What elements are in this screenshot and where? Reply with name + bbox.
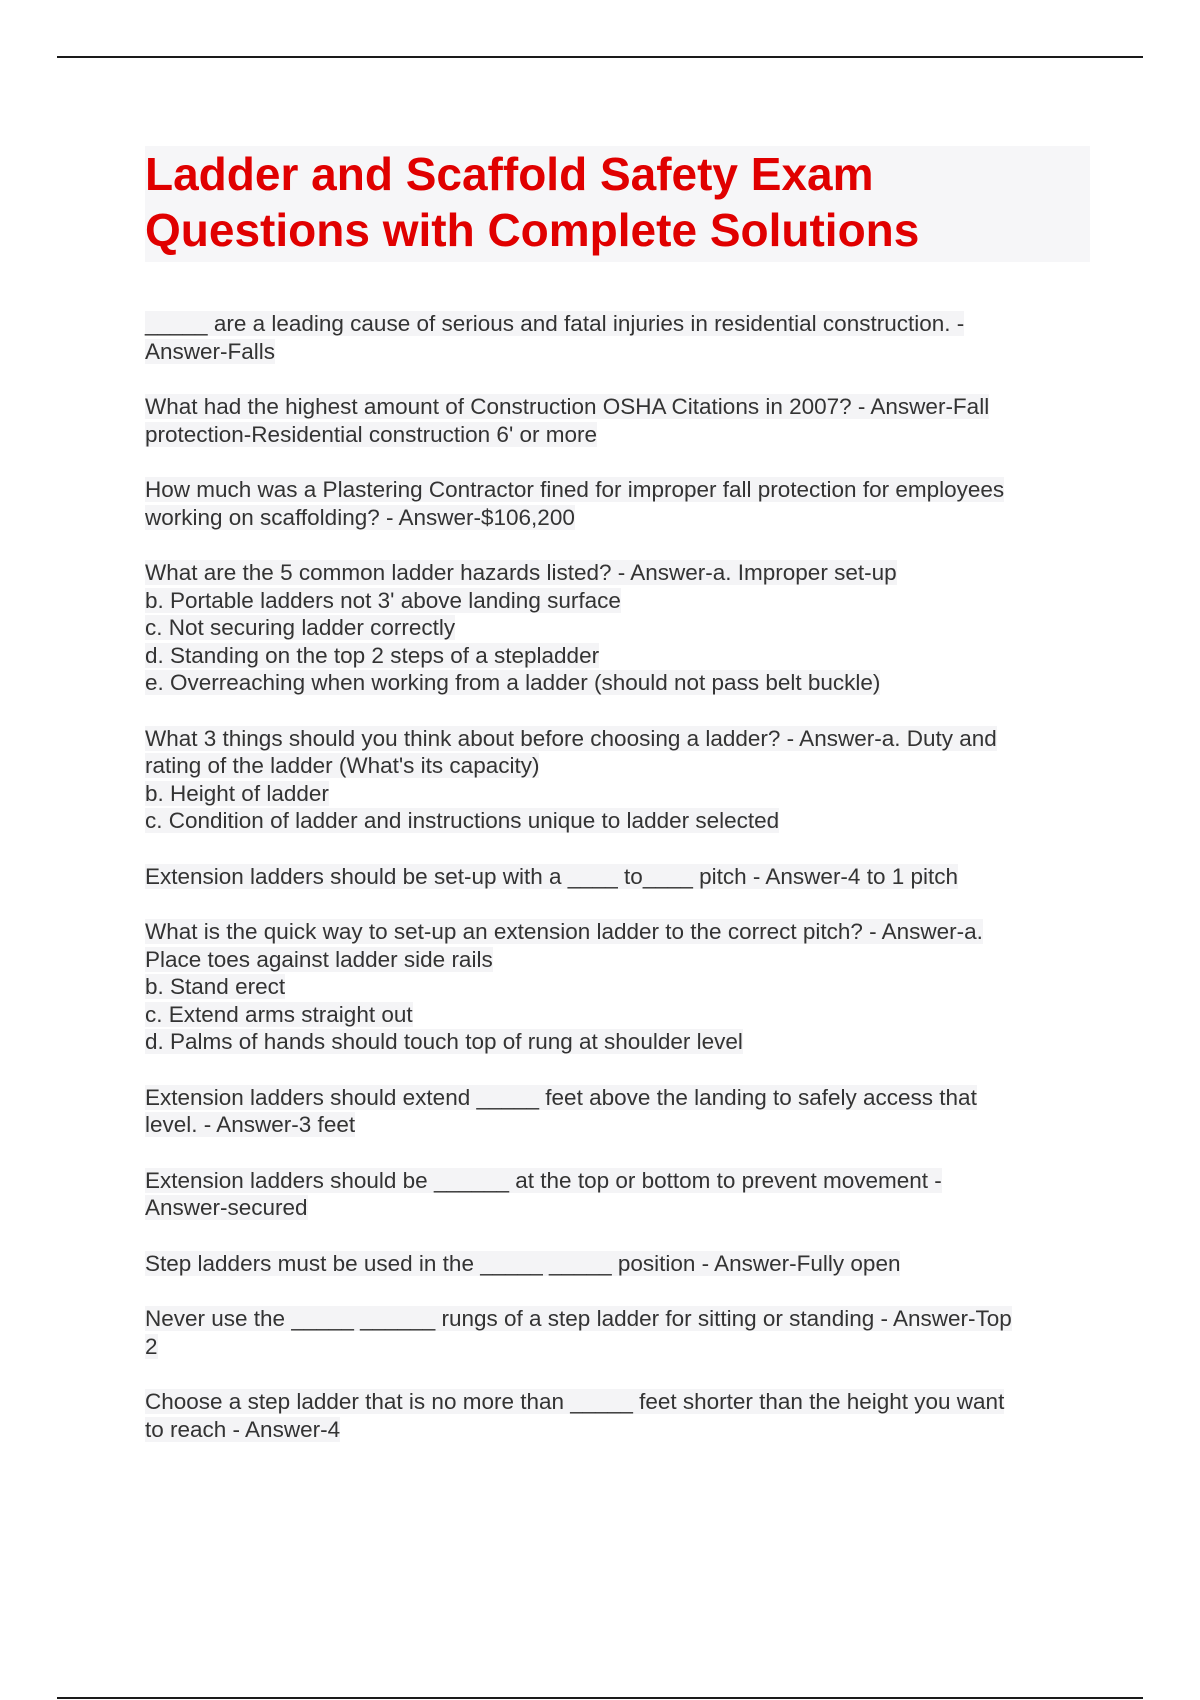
qa-line-text: What is the quick way to set-up an extension ladder to the correct pitch? - Answer-a. [145,919,983,944]
qa-line-text: Answer-secured [145,1195,308,1220]
title-line-2: Questions with Complete Solutions [145,204,920,256]
qa-line [145,1028,1090,1056]
qa-line-text: b. Portable ladders not 3' above landing surface [145,587,621,613]
qa-line [145,1388,1090,1416]
qa-line-text: c. Condition of ladder and instructions unique to ladder selected [145,808,780,833]
qa-line [145,1194,1090,1222]
qa-line-text: Answer-Falls [145,338,276,364]
qa-line [145,807,1090,835]
qa-item [145,1167,1090,1222]
bottom-divider [57,1697,1143,1699]
qa-line-text: e. Overreaching when working from a ladder (should not pass belt buckle) [145,670,881,695]
qa-line-text: b. Stand erect [145,974,286,999]
qa-item [145,476,1090,531]
qa-line [145,863,1090,891]
qa-line [145,973,1090,1001]
question-answer-list [145,310,1090,1443]
qa-line [145,476,1090,504]
qa-line-text: What are the 5 common ladder hazards listed? - Answer-a. Improper set-up [145,560,897,585]
top-divider [57,56,1143,58]
qa-line-text: What had the highest amount of Construction OSHA Citations in 2007? - Answer-Fall [145,394,990,419]
qa-line-text: level. - Answer-3 feet [145,1112,356,1137]
qa-item [145,559,1090,697]
qa-line-text: Never use the _____ ______ rungs of a step ladder for sitting or standing - Answer-Top [145,1306,1012,1331]
qa-line-text: Place toes against ladder side rails [145,946,493,972]
qa-item [145,310,1090,365]
qa-line-text: Step ladders must be used in the _____ _____ position - Answer-Fully open [145,1250,901,1276]
qa-line [145,1250,1090,1278]
qa-line [145,310,1090,338]
qa-line [145,918,1090,946]
qa-line [145,752,1090,780]
qa-item [145,725,1090,835]
qa-line-text: to reach - Answer-4 [145,1416,341,1442]
qa-line [145,780,1090,808]
document-body [145,146,1090,1471]
qa-line [145,559,1090,587]
qa-line [145,504,1090,532]
qa-item [145,1250,1090,1278]
qa-line-text: rating of the ladder (What's its capacity) [145,753,540,778]
qa-line [145,1001,1090,1029]
qa-line [145,946,1090,974]
qa-line [145,669,1090,697]
qa-line-text: d. Standing on the top 2 steps of a stepladder [145,642,600,668]
qa-line-text: Choose a step ladder that is no more than _____ feet shorter than the height you want [145,1389,1005,1414]
qa-line [145,338,1090,366]
qa-line-text: What 3 things should you think about before choosing a ladder? - Answer-a. Duty and [145,725,997,751]
qa-line-text: Extension ladders should be ______ at the top or bottom to prevent movement - [145,1167,942,1193]
qa-line [145,614,1090,642]
qa-item [145,918,1090,1056]
qa-line-text: c. Not securing ladder correctly [145,615,456,640]
qa-line-text: working on scaffolding? - Answer-$106,200 [145,504,575,530]
qa-line-text: 2 [145,1333,158,1359]
qa-line [145,1167,1090,1195]
qa-item [145,863,1090,891]
qa-line-text: Extension ladders should be set-up with a ____ to____ pitch - Answer-4 to 1 pitch [145,863,958,889]
qa-line-text: _____ are a leading cause of serious and fatal injuries in residential construction. - [145,311,965,336]
qa-line [145,725,1090,753]
qa-item [145,1084,1090,1139]
qa-line [145,1084,1090,1112]
qa-line [145,1111,1090,1139]
qa-line-text: d. Palms of hands should touch top of rung at shoulder level [145,1029,743,1054]
qa-item [145,1388,1090,1443]
qa-line [145,1333,1090,1361]
qa-line-text: c. Extend arms straight out [145,1001,413,1027]
document-title [145,146,1090,258]
qa-line [145,421,1090,449]
qa-line-text: Extension ladders should extend _____ feet above the landing to safely access that [145,1084,977,1110]
qa-line [145,1416,1090,1444]
title-line-1: Ladder and Scaffold Safety Exam [145,148,874,200]
qa-line-text: b. Height of ladder [145,780,329,806]
qa-line-text: How much was a Plastering Contractor fined for improper fall protection for employees [145,477,1005,502]
qa-line [145,587,1090,615]
qa-item [145,393,1090,448]
qa-line-text: protection-Residential construction 6' or more [145,421,598,447]
qa-line [145,642,1090,670]
qa-line [145,1305,1090,1333]
qa-line [145,393,1090,421]
title-block [145,146,1090,262]
qa-item [145,1305,1090,1360]
